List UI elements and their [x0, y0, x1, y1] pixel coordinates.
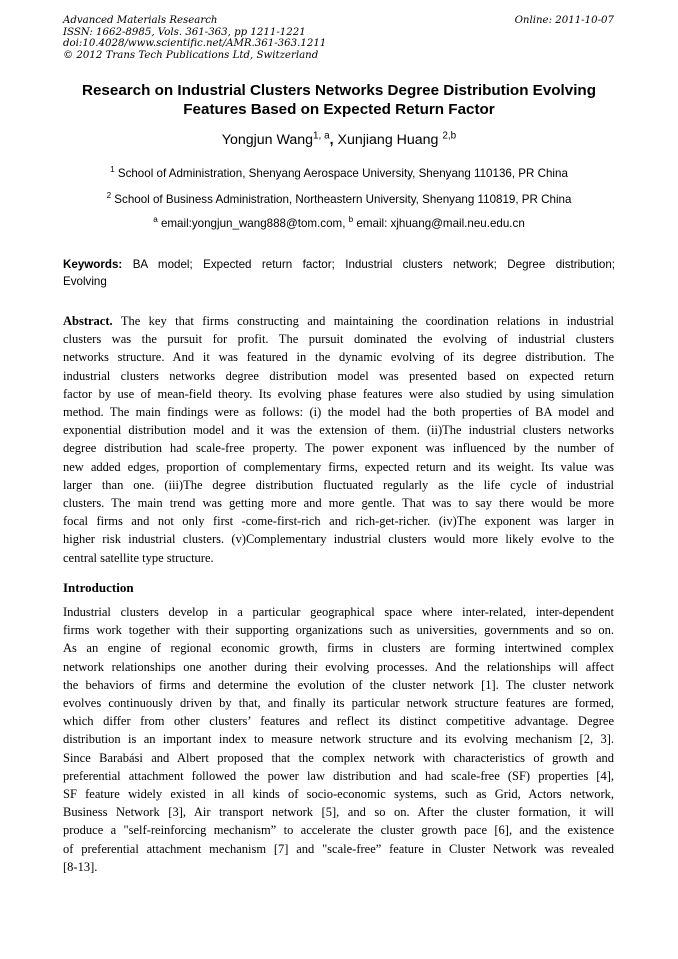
intro-line: firms work together with their supporting organizations such as universities, governments and so on.	[63, 623, 614, 638]
intro-line: [8-13].	[63, 859, 98, 874]
email-text: email:yongjun_wang888@tom.com,	[157, 217, 349, 230]
intro-line: Business Network [3], Air transport network [5], and so on. After the cluster formation, it will	[63, 805, 614, 820]
abstract-line: clusters. The main trend was getting more and more gentle. That was to say there would be more	[63, 496, 614, 511]
intro-line: the behaviors of firms and determine the evolution of the cluster network [1]. The cluster network	[63, 677, 614, 692]
abstract-label: Abstract.	[63, 314, 113, 328]
author-name: Yongjun Wang	[221, 132, 314, 148]
keywords-text: Evolving	[63, 275, 107, 288]
intro-line: SF feature widely existed in all kinds of socio-economic systems, such as Grid, Actors network,	[63, 787, 614, 802]
intro-line: preferential attachment followed the power law distribution and had scale-free (SF) properties [4],	[63, 768, 614, 783]
intro-line: Since Barabási and Albert proposed that the complex network with characteristics of growth and	[63, 750, 614, 765]
affiliation-1	[40, 167, 638, 181]
copyright-line: © 2012 Trans Tech Publications Ltd, Switzerland	[63, 49, 319, 61]
doi-line: doi:10.4028/www.scientific.net/AMR.361-363.1211	[63, 38, 327, 49]
affiliation-2	[40, 193, 638, 207]
abstract-block	[63, 312, 614, 567]
section-heading-introduction: Introduction	[63, 580, 134, 595]
email-marker: a	[153, 215, 158, 225]
keywords-text: BA model; Expected return factor; Industrial clusters network; Degree distribution;	[122, 258, 615, 271]
author-list	[50, 131, 628, 149]
intro-line: As an engine of regional economic growth, firms in clusters are forming intertwined complex	[63, 641, 614, 656]
author-superscript: 2,b	[442, 130, 457, 142]
abstract-line: method. The main findings were as follows: (i) the model had the both properties of BA model and	[63, 405, 614, 420]
intro-line: evolves continuously driven by that, and finally its particular network structure features are formed,	[63, 696, 614, 711]
journal-header	[63, 15, 326, 61]
issn-line: ISSN: 1662-8985, Vols. 361-363, pp 1211-1221	[63, 26, 306, 38]
email-text: email: xjhuang@mail.neu.edu.cn	[353, 217, 525, 230]
abstract-line: networks structure. And it was featured in the dynamic evolving of its degree distribution. The	[63, 350, 614, 365]
author-separator: ,	[329, 132, 338, 148]
abstract-line: higher risk industrial clusters. (v)Complementary industrial clusters would more likely evolve to the	[63, 532, 614, 547]
abstract-line: new added edges, proportion of complementary firms, expected return and its weight. Its value was	[63, 459, 614, 474]
intro-line: Industrial clusters develop in a particular geographical space where inter-related, inter-dependent	[63, 605, 614, 619]
affiliation-number: 2	[106, 191, 112, 201]
keywords-label: Keywords:	[63, 258, 123, 271]
abstract-line: larger than one. (iii)The degree distribution fluctuated regularly as the life cycle of industrial	[63, 477, 614, 492]
abstract-line: clusters was the pursuit for profit. The pursuit dominated the evolving of industrial clusters	[63, 332, 614, 347]
email-line	[40, 217, 638, 231]
abstract-line: The key that firms constructing and maintaining the coordination relations in industrial	[112, 314, 614, 328]
introduction-body	[63, 603, 614, 876]
intro-line: which differ from other clusters’ features and reflect its distinct competitive advantage. Degree	[63, 714, 614, 729]
journal-name: Advanced Materials Research	[63, 15, 218, 26]
author-superscript: 1, a	[313, 130, 330, 142]
author-name: Xunjiang Huang	[337, 132, 443, 148]
paper-title	[50, 81, 628, 119]
abstract-line: degree distribution had scale-free property. The power exponent was influenced by the number of	[63, 441, 614, 456]
abstract-line: factor by use of mean-field theory. Its evolving phase features were also studied by using simulation	[63, 386, 614, 401]
online-date: Online: 2011-10-07	[514, 15, 614, 26]
title-line-1: Research on Industrial Clusters Networks Degree Distribution Evolving	[82, 82, 596, 99]
keywords-block	[63, 256, 615, 290]
email-marker: b	[348, 215, 354, 225]
intro-line: of preferential attachment mechanism [7] and "scale-free” feature in Cluster Network was revealed	[63, 841, 614, 856]
intro-line: network relationships one another during their evolving processes. And the relationships will affect	[63, 659, 614, 674]
intro-line: produce a "self-reinforcing mechanism” to accelerate the cluster growth pace [6], and the existence	[63, 823, 614, 838]
affiliation-text: School of Administration, Shenyang Aerospace University, Shenyang 110136, PR China	[114, 167, 568, 180]
abstract-line: industrial clusters networks degree distribution model was presented based on expected return	[63, 368, 614, 383]
abstract-line: focal firms and not only first -come-first-rich and rich-get-richer. (iv)The exponent was larger in	[63, 514, 614, 529]
abstract-line: exponential distribution model and it was the extension of them. (ii)The industrial clusters networks	[63, 423, 614, 438]
affiliation-number: 1	[110, 165, 115, 175]
affiliation-text: School of Business Administration, Northeastern University, Shenyang 110819, PR China	[111, 193, 572, 206]
intro-line: distribution is an important index to measure network structure and its evolving mechanism [2, 3].	[63, 732, 614, 747]
title-line-2: Features Based on Expected Return Factor	[183, 101, 495, 118]
abstract-line: central satellite type structure.	[63, 550, 214, 565]
